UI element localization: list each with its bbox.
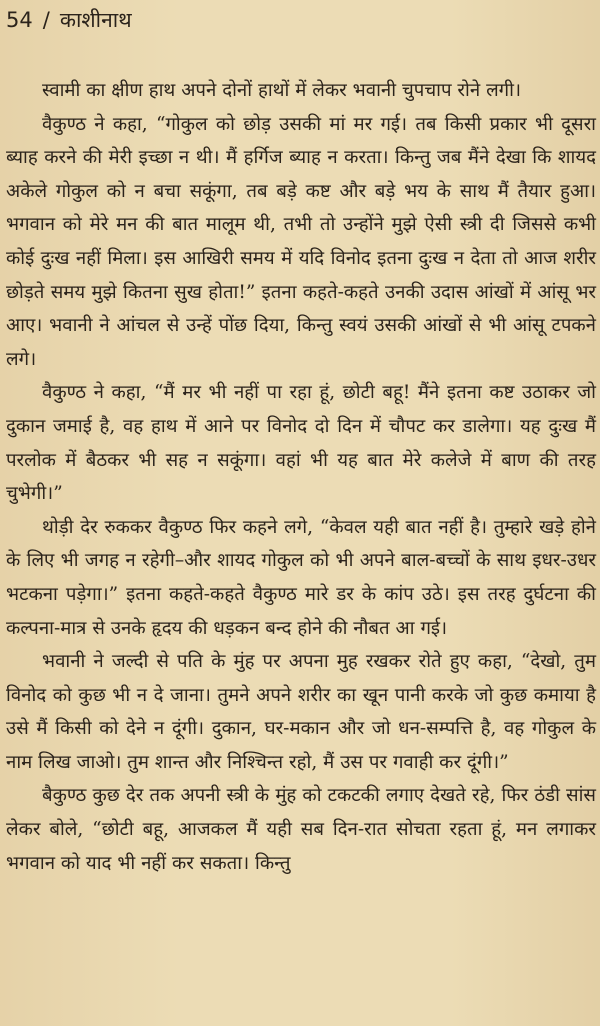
paragraph: भवानी ने जल्दी से पति के मुंह पर अपना मुह रखकर रोते हुए कहा, “देखो, तुम विनोद को कुछ भी न दे जाना। तुमने अपने शरीर का खून पानी करके जो कुछ कमाया है उसे मैं किसी को देने न दूंगी। दुकान, घर-मकान और जो धन-सम्पत्ति है, वह गोकुल के नाम लिख जाओ। तुम शान्त और निश्चिन्त रहो, मैं उस पर गवाही कर दूंगी।”	[6, 651, 596, 773]
running-title: काशीनाथ	[59, 8, 132, 32]
page-header	[6, 6, 142, 34]
paragraph: वैकुण्ठ ने कहा, “मैं मर भी नहीं पा रहा हूं, छोटी बहू! मैंने इतना कष्ट उठाकर जो दुकान जमाई है, वह हाथ में आने पर विनोद दो दिन में चौपट कर डालेगा। यह दुःख मैं परलोक में बैठकर भी सह न सकूंगा। वहां भी यह बात मेरे कलेजे में बाण की तरह चुभेगी।”	[6, 382, 596, 505]
page-body	[6, 74, 596, 880]
paragraph: थोड़ी देर रुककर वैकुण्ठ फिर कहने लगे, “केवल यही बात नहीं है। तुम्हारे खड़े होने के लिए भी जगह न रहेगी–और शायद गोकुल को भी अपने बाल-बच्चों के साथ इधर-उधर भटकना पड़ेगा।” इतना कहते-कहते वैकुण्ठ मारे डर के कांप उठे। इस तरह दुर्घटना की कल्पना-मात्र से उनके हृदय की धड़कन बन्द होने की नौबत आ गई।	[6, 516, 596, 639]
paragraph: बैकुण्ठ कुछ देर तक अपनी स्त्री के मुंह को टकटकी लगाए देखते रहे, फिर ठंडी सांस लेकर बोले, “छोटी बहू, आजकल मैं यही सब दिन-रात सोचता रहता हूं, मन लगाकर भगवान को याद भी नहीं कर सकता। किन्तु	[6, 785, 596, 874]
header-separator: /	[42, 8, 50, 32]
paragraph: वैकुण्ठ ने कहा, “गोकुल को छोड़ उसकी मां मर गई। तब किसी प्रकार भी दूसरा ब्याह करने की मेरी इच्छा न थी। मैं हर्गिज ब्याह न करता। किन्तु जब मैंने देखा कि शायद अकेले गोकुल को न बचा सकूंगा, तब बड़े कष्ट और बड़े भय के साथ मैं तैयार हुआ। भगवान को मेरे मन की बात मालूम थी, तभी तो उन्होंने मुझे ऐसी स्त्री दी जिससे कभी कोई दुःख नहीं मिला। इस आखिरी समय में यदि विनोद इतना दुःख न देता तो आज शरीर छोड़ते समय मुझे कितना सुख होता!” इतना कहते-कहते उनकी उदास आंखों में आंसू भर आए। भवानी ने आंचल से उन्हें पोंछ दिया, किन्तु स्वयं उसकी आंखों से भी आंसू टपकने लगे।	[6, 113, 596, 370]
paragraph: स्वामी का क्षीण हाथ अपने दोनों हाथों में लेकर भवानी चुपचाप रोने लगी।	[42, 80, 522, 101]
page-number: 54	[6, 8, 33, 32]
